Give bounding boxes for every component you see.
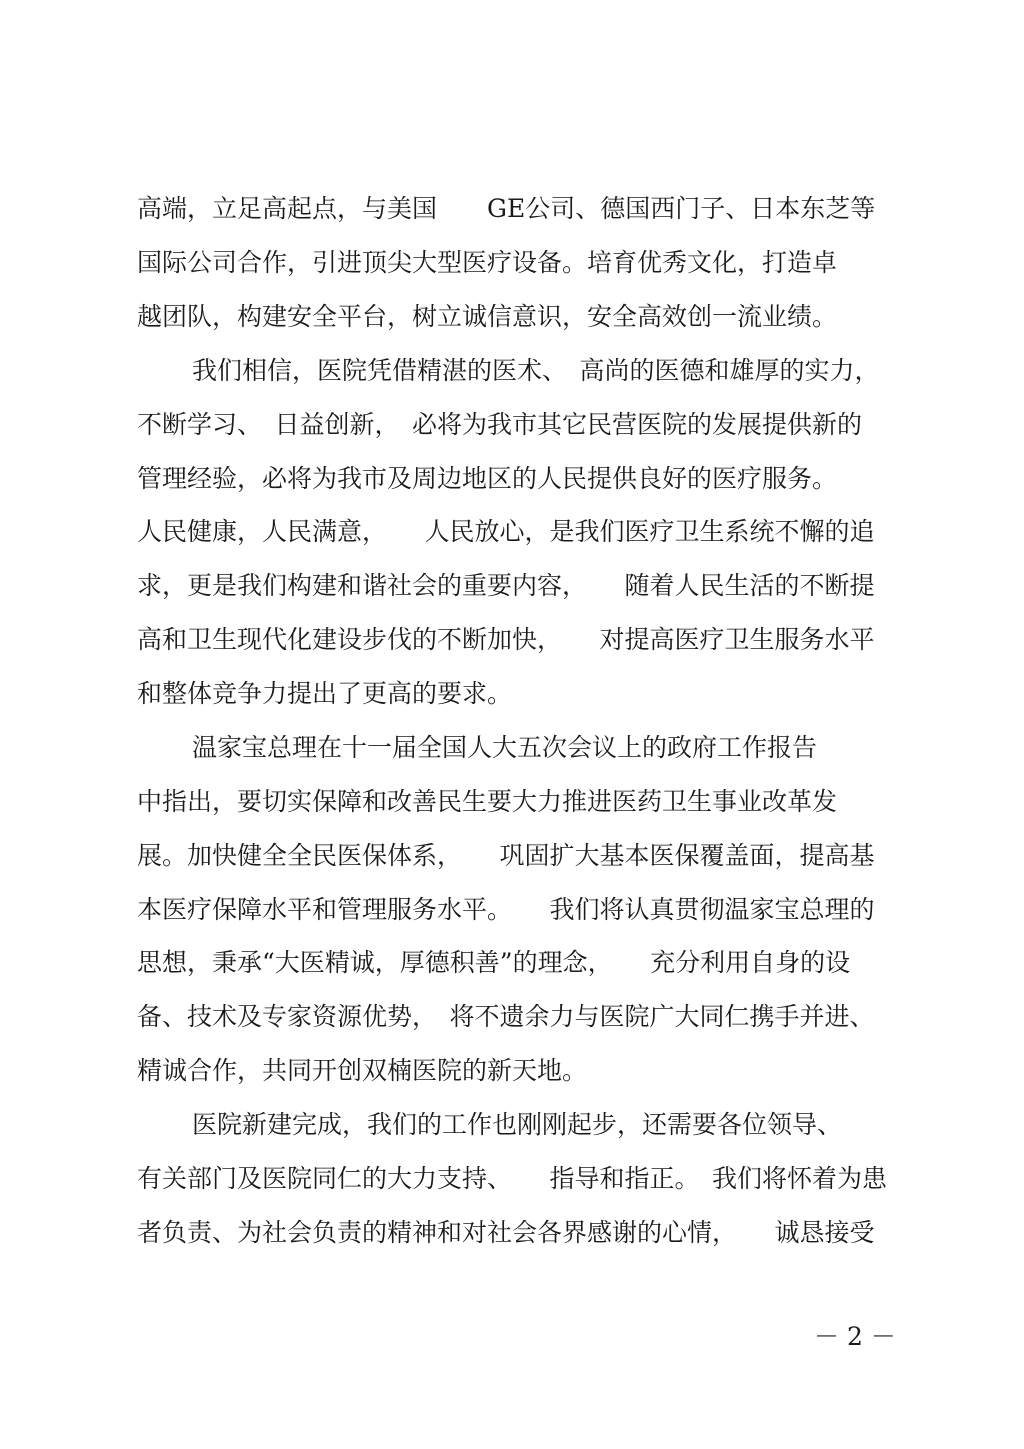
body-line-1: 高端，立足高起点，与美国 GE公司、德国西门子、日本东芝等	[137, 194, 876, 223]
body-line-10: 和整体竞争力提出了更高的要求。	[137, 679, 513, 708]
body-line-12: 中指出，要切实保障和改善民生要大力推进医药卫生事业改革发	[137, 787, 838, 816]
body-line-16: 备、技术及专家资源优势， 将不遗余力与医院广大同仁携手并进、	[137, 1002, 875, 1031]
body-line-9: 高和卫生现代化建设步伐的不断加快， 对提高医疗卫生服务水平	[137, 625, 875, 654]
page-number: － 2 －	[814, 1322, 896, 1351]
body-line-15: 思想，秉承“大医精诚，厚德积善”的理念， 充分利用自身的设	[137, 948, 851, 977]
body-line-4: 我们相信，医院凭借精湛的医术、 高尚的医德和雄厚的实力，	[192, 356, 880, 385]
body-line-11: 温家宝总理在十一届全国人大五次会议上的政府工作报告	[192, 733, 818, 762]
body-line-7: 人民健康，人民满意， 人民放心，是我们医疗卫生系统不懈的追	[137, 517, 875, 546]
body-line-8: 求，更是我们构建和谐社会的重要内容， 随着人民生活的不断提	[137, 571, 875, 600]
body-line-14: 本医疗保障水平和管理服务水平。 我们将认真贯彻温家宝总理的	[137, 895, 875, 924]
body-line-3: 越团队，构建安全平台，树立诚信意识，安全高效创一流业绩。	[137, 302, 838, 331]
body-line-6: 管理经验，必将为我市及周边地区的人民提供良好的医疗服务。	[137, 464, 838, 493]
body-line-19: 有关部门及医院同仁的大力支持、 指导和指正。 我们将怀着为患	[137, 1164, 888, 1193]
body-line-2: 国际公司合作，引进顶尖大型医疗设备。培育优秀文化，打造卓	[137, 248, 838, 277]
body-line-17: 精诚合作，共同开创双楠医院的新天地。	[137, 1056, 588, 1085]
body-line-20: 者负责、为社会负责的精神和对社会各界感谢的心情， 诚恳接受	[137, 1218, 875, 1247]
body-line-5: 不断学习、 日益创新， 必将为我市其它民营医院的发展提供新的	[137, 410, 863, 439]
body-line-18: 医院新建完成，我们的工作也刚刚起步，还需要各位领导、	[192, 1110, 843, 1139]
body-line-13: 展。加快健全全民医保体系， 巩固扩大基本医保覆盖面，提高基	[137, 841, 875, 870]
